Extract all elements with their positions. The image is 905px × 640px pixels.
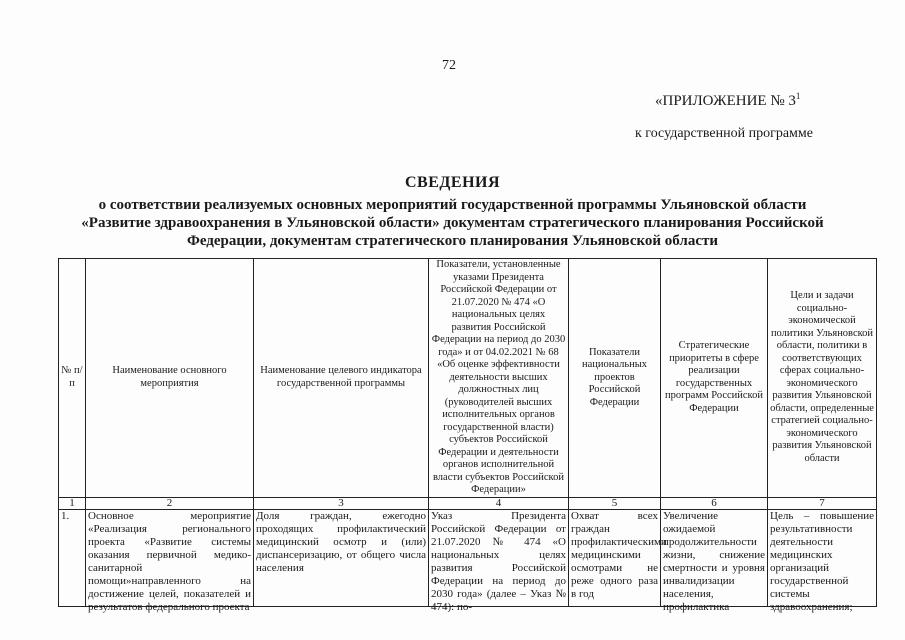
column-number: 6	[661, 497, 768, 509]
cell-text: Цель – повышение результативности деятельности медицинских организаций государственной системы здравоохранения;	[770, 509, 874, 613]
table-cell	[661, 509, 768, 613]
subtitle-line: о соответствии реализуемых основных мероприятий государственной программы Ульяновской области	[98, 197, 807, 213]
document-title: СВЕДЕНИЯ	[404, 174, 501, 191]
page-number: 72	[442, 58, 456, 73]
appendix-text: «ПРИЛОЖЕНИЕ № 3	[655, 93, 796, 109]
table-cell	[569, 509, 667, 606]
correspondence-table	[58, 258, 877, 613]
subtitle-line: «Развитие здравоохранения в Ульяновской области» документам стратегического планирования Российской	[81, 215, 824, 231]
cell-text: Увеличение ожидаемой продолжительности жизни, снижение смертности и уровня инвалидизации населения, профилактика	[663, 509, 765, 613]
table-cell	[768, 509, 877, 613]
document-subtitle	[60, 196, 845, 250]
table-row	[59, 509, 877, 606]
column-number: 4	[429, 497, 569, 509]
table-cell	[254, 509, 429, 606]
table-header-row	[59, 259, 877, 498]
cell-text: Доля граждан, ежегодно проходящих профилактический медицинский осмотр и (или) диспансеризацию, от общего числа населения	[256, 509, 426, 574]
table-cell	[429, 509, 569, 613]
table-cell	[86, 509, 254, 613]
cell-text: Охват всех граждан профилактическими медицинскими осмотрами не реже одного раза в год	[571, 509, 667, 600]
cell-text: 1.	[61, 509, 70, 522]
header-cell: Показатели, установленные указами Президента Российской Федерации от 21.07.2020 № 474 «О национальных целях развития Российской Федерации на период до 2030 года» и от 04.02.2021 № 68 «Об оценке эффективности деятельности высших должностных лиц (руководителей высших исполнительных органов государственной власти) субъектов Российской Федерации и деятельности органов исполнительной власти субъектов Российской Федерации»	[429, 259, 569, 498]
column-number: 7	[768, 497, 877, 509]
column-number: 3	[254, 497, 429, 509]
table-cell	[59, 509, 86, 606]
header-cell: № п/п	[59, 259, 86, 498]
cell-text: Основное мероприятие «Реализация регионального проекта «Развитие системы оказания первичной медико-санитарной помощи»направленного на достижение целей, показателей и результатов федерального проекта	[88, 509, 251, 613]
appendix-label	[655, 91, 800, 110]
header-cell: Стратегические приоритеты в сфере реализации государственных программ Российской Федерации	[661, 259, 768, 498]
header-cell: Показатели национальных проектов Российской Федерации	[569, 259, 661, 498]
header-cell: Цели и задачи социально-экономической политики Ульяновской области, политики в соответствующих сферах социально-экономического развития Ульяновской области, определенные стратегией социально-экономического развития Ульяновской области	[768, 259, 877, 498]
appendix-superscript: 1	[795, 91, 801, 101]
column-number: 1	[59, 497, 86, 509]
program-reference: к государственной программе	[635, 126, 813, 141]
column-number: 5	[569, 497, 661, 509]
header-cell: Наименование целевого индикатора государственной программы	[254, 259, 429, 498]
column-number: 2	[86, 497, 254, 509]
cell-text: Указ Президента Российской Федерации от 21.07.2020 № 474 «О национальных целях развития Российской Федерации на период до 2030 года» (далее – Указ № 474): по-	[431, 509, 566, 613]
header-cell: Наименование основного мероприятия	[86, 259, 254, 498]
column-number-row	[59, 497, 877, 509]
subtitle-line: Федерации, документам стратегического планирования Ульяновской области	[186, 233, 719, 249]
